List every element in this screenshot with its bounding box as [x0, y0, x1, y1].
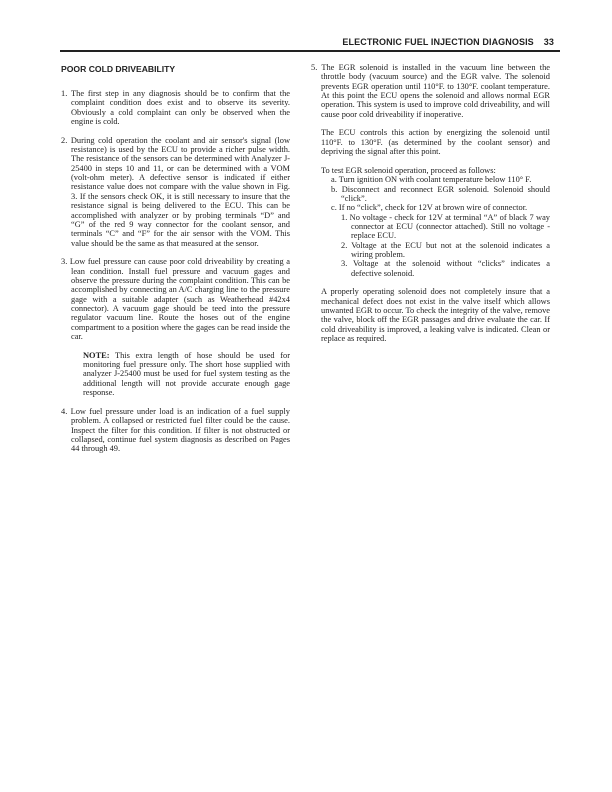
final-paragraph: A properly operating solenoid does not completely insure that a mechanical defect does not exist in the valve itself which allows unwanted EGR to occur. To check the integrity of the valve, remove the valve, block off the EGR passages and drive evaluate the car. If cold driveability is improved, a leaking valve is indicated. Clean or replace as required. [321, 287, 550, 344]
left-column [61, 89, 290, 454]
substep-2: 2. Voltage at the ECU but not at the solenoid indicates a wiring problem. [341, 240, 550, 259]
step-c: c. If no “click”, check for 12V at brown wire of connector. [331, 203, 528, 213]
item-5: 5. The EGR solenoid is installed in the vacuum line between the throttle body (vacuum source) and the EGR valve. The solenoid prevents EGR operation until 110°F. to 130°F. coolant temperature. At this point the ECU opens the solenoid and allows normal EGR operation. This system is used to improve cold driveability, and will cause poor cold driveability if inoperative. [311, 63, 550, 119]
substep-1: 1. No voltage - check for 12V at terminal “A” of black 7 way connector at ECU (connector attached). Still no voltage - replace ECU. [341, 212, 550, 241]
note [83, 351, 290, 398]
header-title: ELECTRONIC FUEL INJECTION DIAGNOSIS [342, 37, 534, 47]
running-header [342, 38, 554, 47]
note-text: This extra length of hose should be used for monitoring fuel pressure only. The short hose supplied with analyzer J-25400 must be used for fuel system testing as the additional length will not provide accurate enough gage response. [83, 350, 290, 398]
item-2: 2. During cold operation the coolant and air sensor's signal (low resistance) is used by the ECU to provide a richer pulse width. The resistance of the sensors can be determined with Analyzer J-25400 in steps 10 and 11, or can be determined with a VOM (volt-ohm meter). A defective sensor is indicated if either resistance value does not compare with the value shown in Fig. 3. If the sensors check OK, it is still necessary to insure that the resistance signal is being delivered to the ECU. This can be accomplished with analyzer or by probing terminals “D” and “G” of the red 9 way connector for the coolant sensor, and terminals “C” and “F” for the air sensor with the VOM. This value should be the same as that measured at the sensor. [61, 135, 290, 248]
substep-3: 3. Voltage at the solenoid without “clicks” indicates a defective solenoid. [341, 259, 550, 278]
section-title: POOR COLD DRIVEABILITY [61, 64, 176, 74]
page-number: 33 [543, 37, 554, 47]
right-column [311, 63, 550, 343]
step-b: b. Disconnect and reconnect EGR solenoid. Solenoid should “click”. [331, 184, 550, 203]
item-4: 4. Low fuel pressure under load is an indication of a fuel supply problem. A collapsed or restricted fuel filter could be the cause. Inspect the filter for this condition. If filter is not obstructed or collapsed, continue fuel system diagnosis as described on Pages 44 through 49. [61, 406, 290, 454]
header-rule [60, 50, 560, 52]
note-label: NOTE: [83, 350, 110, 360]
step-a: a. Turn ignition ON with coolant temperature below 110° F. [331, 175, 532, 185]
item-1: 1. The first step in any diagnosis should be to confirm that the complaint condition does exist and to observe its severity. Obviously a cold complaint can only be observed when the engine is cold. [61, 89, 290, 127]
test-intro: To test EGR solenoid operation, proceed as follows: [321, 165, 496, 175]
ecu-paragraph: The ECU controls this action by energizing the solenoid until 110°F. to 130°F. (as determined by the coolant sensor) and depriving the signal after this point. [321, 128, 550, 157]
item-3: 3. Low fuel pressure can cause poor cold driveability by creating a lean condition. Install fuel pressure and vacuum gages and observe the pressure during the complaint condition. This can be accomplished by connecting an A/C charging line to the pressure gage with a suitable adapter (such as Weatherhead #42x4 connector). A vacuum gage should be teed into the pressure regulator vacuum line. Route the hoses out of the engine compartment to a position where the gages can be read inside the car. [61, 257, 290, 342]
